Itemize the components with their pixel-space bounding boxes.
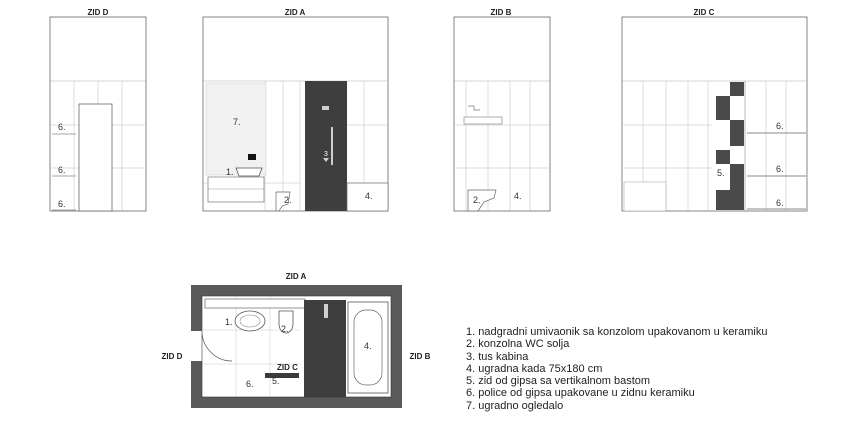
legend-item: 4. ugradna kada 75x180 cm [466, 362, 603, 375]
elevation-zid-d [50, 8, 146, 211]
callout-label: 3 [324, 151, 328, 158]
callout-label: 1. [226, 167, 234, 177]
callout-label: 6. [776, 164, 784, 174]
plan-washbasin [235, 311, 265, 331]
callout-label: 2. [281, 324, 289, 334]
elevation-title: ZID A [284, 8, 306, 17]
elevation-zid-a [203, 8, 388, 211]
callout-label: 4. [364, 341, 372, 351]
plan-label-left: ZID D [161, 352, 183, 361]
basin-side [464, 117, 502, 124]
elevation-title: ZID D [87, 8, 109, 17]
callout-label: 1. [225, 317, 233, 327]
callout-label: 4. [365, 191, 373, 201]
callout-label: 6. [776, 198, 784, 208]
elevation-zid-b [454, 8, 550, 211]
callout-label: 6. [58, 122, 66, 132]
mirror [206, 83, 266, 175]
vertical-garden [716, 82, 744, 210]
callout-label: 2. [284, 195, 292, 205]
door-elevation [79, 104, 112, 211]
shower-wall [305, 81, 347, 211]
elevation-zid-c [622, 8, 807, 211]
callout-label: 5. [717, 168, 725, 178]
callout-label: 6. [58, 165, 66, 175]
legend-item: 1. nadgradni umivaonik sa konzolom upakovanom u keramiku [466, 326, 768, 338]
callout-label: 5. [272, 376, 280, 386]
faucet [248, 154, 256, 160]
callout-label: 6. [246, 379, 254, 389]
plan-label-center: ZID C [277, 363, 298, 372]
callout-label: 4. [514, 191, 522, 201]
legend-item: 6. police od gipsa upakovane u zidnu keramiku [466, 387, 695, 400]
legend-item: 2. konzolna WC solja [466, 338, 570, 351]
legend-item: 5. zid od gipsa sa vertikalnom bastom [466, 375, 651, 388]
floor-plan [162, 272, 431, 408]
callout-label: 6. [776, 121, 784, 131]
legend [466, 326, 767, 412]
callout-label: 2. [473, 195, 481, 205]
legend-item: 7. ugradno ogledalo [466, 399, 564, 412]
plan-label-right: ZID B [409, 352, 431, 361]
plan-label-top: ZID A [285, 272, 307, 281]
legend-item: 3. tus kabina [466, 350, 529, 363]
vanity-console [208, 177, 264, 202]
plan-partition [265, 373, 299, 378]
callout-label: 7. [233, 117, 241, 127]
washbasin [236, 168, 262, 176]
callout-label: 6. [58, 199, 66, 209]
elevation-title: ZID C [693, 8, 715, 17]
elevation-title: ZID B [490, 8, 512, 17]
